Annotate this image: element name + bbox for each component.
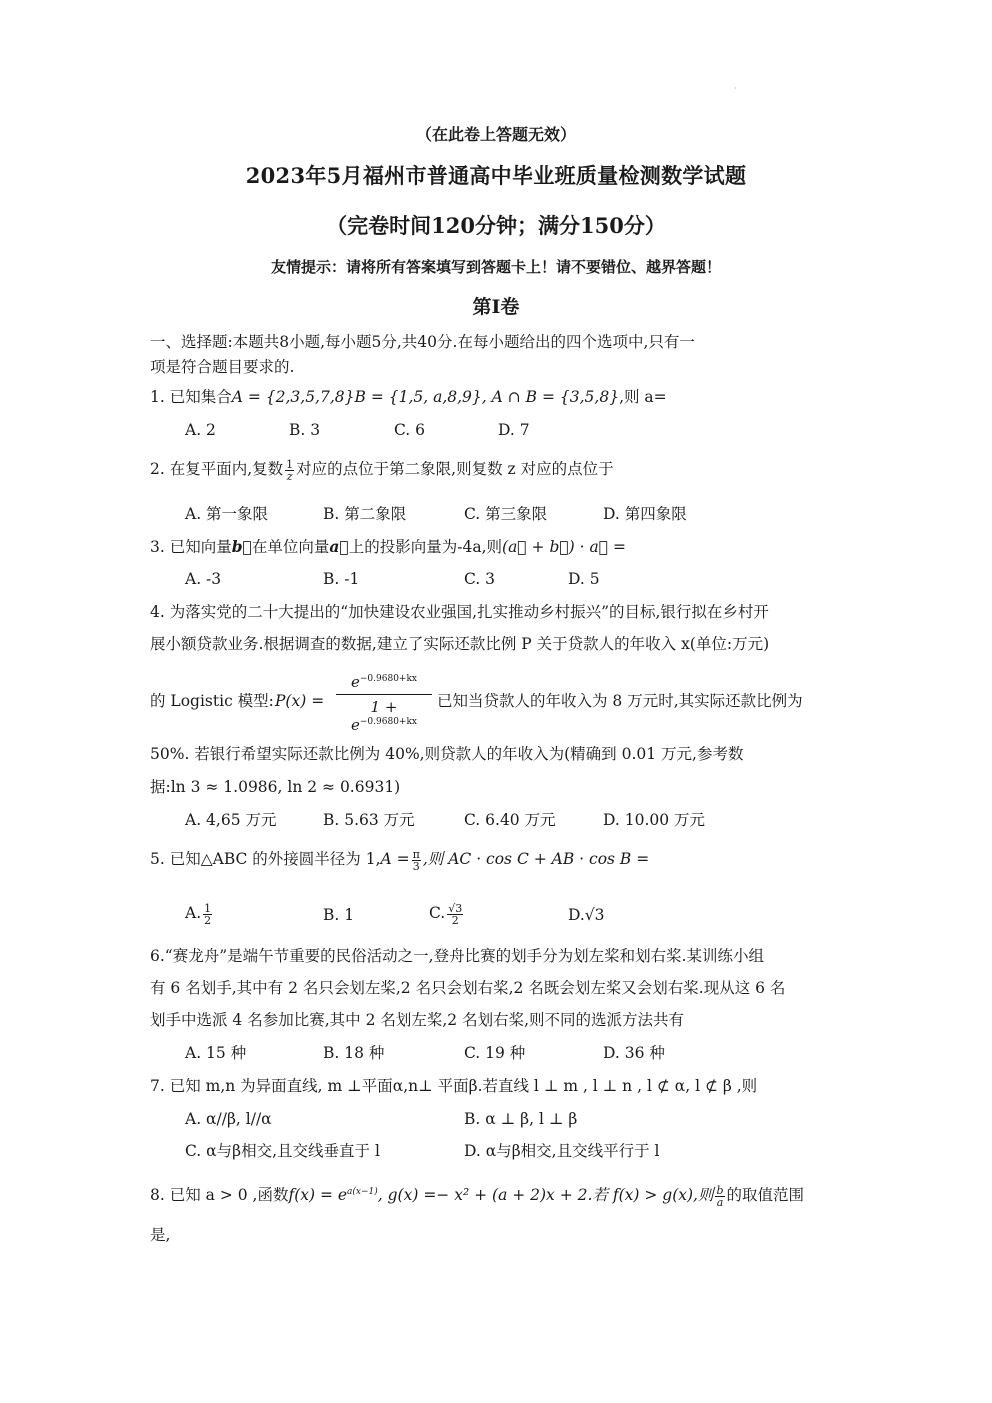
q3-option-c[interactable]: C. 3 (464, 570, 496, 588)
q5-suffix: ,则 AC · cos C + AB · cos B = (422, 850, 650, 868)
q3-vector-a: a⃗ (329, 537, 349, 556)
q4-frac-denominator (336, 695, 432, 734)
q2-option-a[interactable]: A. 第一象限 (185, 505, 269, 523)
q4-option-c[interactable]: C. 6.40 万元 (464, 811, 556, 829)
q5-a-num: 1 (204, 901, 212, 915)
q7-option-c[interactable]: C. α与β相交,且交线垂直于 l (185, 1142, 380, 1160)
q6-option-c[interactable]: C. 19 种 (464, 1044, 526, 1062)
q5-option-d[interactable]: D.√3 (568, 906, 605, 924)
q3-option-a[interactable]: A. -3 (185, 570, 222, 588)
question-4-line1: 4. 为落实党的二十大提出的“加快建设农业强国,扎实推动乡村振兴”的目标,银行拟在乡村开 (150, 603, 769, 621)
q1-option-b[interactable]: B. 3 (289, 421, 321, 439)
q5-pi: π (412, 847, 420, 861)
friendly-tip: 友情提示：请将所有答案填写到答题卡上！请不要错位、越界答题！ (270, 258, 721, 276)
q5-option-c-fraction (447, 903, 463, 926)
q2-suffix: 对应的点位于第二象限,则复数 z 对应的点位于 (296, 460, 614, 478)
q5-c-den: 2 (451, 913, 459, 927)
q7-option-d[interactable]: D. α与β相交,且交线平行于 l (464, 1142, 660, 1160)
q2-option-d[interactable]: D. 第四象限 (603, 505, 687, 523)
q2-option-b[interactable]: B. 第二象限 (323, 505, 407, 523)
q3-option-d[interactable]: D. 5 (568, 570, 600, 588)
exam-note: （在此卷上答题无效） (415, 125, 576, 144)
q2-fraction (285, 459, 294, 482)
q1-intersection: , A ∩ B = {3,5,8} (481, 388, 620, 406)
q4-model-suffix: 已知当贷款人的年收入为 8 万元时,其实际还款比例为 (437, 692, 803, 710)
q4-option-d[interactable]: D. 10.00 万元 (603, 811, 706, 829)
q8-frac-den: a (716, 1195, 724, 1209)
section-instructions-line1: 一、选择题:本题共8小题,每小题5分,共40分.在每小题给出的四个选项中,只有一 (150, 333, 695, 351)
page-title: 2023年5月福州市普通高中毕业班质量检测数学试题 (245, 163, 747, 188)
q3-prefix: 3. 已知向量 (150, 538, 232, 556)
q5-option-a-fraction (203, 903, 212, 926)
q3-expression: (a⃗ + b⃗) · a⃗ = (502, 538, 626, 556)
q3-vector-b: b⃗ (231, 537, 252, 556)
question-6-line1: 6.“赛龙舟”是端午节重要的民俗活动之一,登舟比赛的划手分为划左桨和划右桨.某训练小组 (150, 947, 764, 965)
q3-mid: 在单位向量 (251, 538, 330, 556)
q7-option-a[interactable]: A. α//β, l//α (185, 1110, 272, 1128)
q7-option-b[interactable]: B. α ⊥ β, l ⊥ β (464, 1110, 578, 1128)
q1-option-c[interactable]: C. 6 (394, 421, 426, 439)
question-6-line2: 有 6 名划手,其中有 2 名只会划左桨,2 名只会划右桨,2 名既会划左桨又会划右桨.现从这 6 名 (150, 979, 786, 997)
q5-prefix: 5. 已知△ABC 的外接圆半径为 1, (150, 850, 381, 868)
q2-frac-den: z (286, 469, 293, 483)
exam-subtitle: （完卷时间120分钟；满分150分） (326, 213, 666, 238)
q8-fraction (715, 1185, 724, 1208)
q4-option-a[interactable]: A. 4,65 万元 (185, 811, 277, 829)
q4-model-lhs: P(x) = (275, 692, 325, 710)
question-4-line2: 展小额贷款业务.根据调查的数据,建立了实际还款比例 P 关于贷款人的年收入 x(单位:万元) (150, 635, 770, 653)
q8-g-def: , g(x) =− x² + (a + 2)x + 2 (377, 1186, 588, 1205)
q4-den-exponent: −0.9680+kx (359, 717, 417, 727)
volume-heading: 第Ⅰ卷 (472, 296, 520, 318)
q5-option-a-label: A. (185, 904, 202, 922)
q5-option-a[interactable] (185, 902, 214, 926)
q1-option-d[interactable]: D. 7 (498, 421, 530, 439)
q6-option-b[interactable]: B. 18 种 (323, 1044, 385, 1062)
question-8-stem (150, 1181, 804, 1208)
q2-prefix: 2. 在复平面内,复数 (150, 460, 284, 478)
q6-option-d[interactable]: D. 36 种 (603, 1044, 665, 1062)
q5-angle-a: A = (380, 850, 410, 868)
q3-mid2: 上的投影向量为-4a,则 (348, 538, 503, 556)
question-6-line3: 划手中选派 4 名参加比赛,其中 2 名划左桨,2 名划右桨,则不同的选派方法共有 (150, 1011, 685, 1029)
q2-option-c[interactable]: C. 第三象限 (464, 505, 548, 523)
q5-three: 3 (412, 859, 420, 873)
q2-frac-num: 1 (286, 457, 294, 471)
q1-option-a[interactable]: A. 2 (185, 421, 216, 439)
q5-a-den: 2 (204, 913, 212, 927)
q5-option-b[interactable]: B. 1 (323, 906, 355, 924)
question-3-stem (150, 536, 626, 558)
question-4-line5: 据:ln 3 ≈ 1.0986, ln 2 ≈ 0.6931) (150, 778, 401, 796)
q5-option-c-label: C. (429, 904, 446, 922)
question-1-stem (150, 386, 667, 408)
q8-prefix: 8. 已知 a > 0 ,函数 (150, 1186, 289, 1205)
q4-num-exponent: −0.9680+kx (359, 674, 417, 684)
q6-option-a[interactable]: A. 15 种 (185, 1044, 247, 1062)
q1-set-a: A = {2,3,5,7,8} (231, 388, 355, 406)
q1-set-b: B = {1,5, a,8,9} (354, 388, 482, 406)
q4-logistic-fraction (336, 673, 432, 734)
q4-model-prefix: 的 Logistic 模型: (150, 692, 274, 710)
q8-f-def: f(x) = e (288, 1186, 348, 1205)
question-7-stem: 7. 已知 m,n 为异面直线, m ⊥平面α,n⊥ 平面β.若直线 l ⊥ m , l ⊥ n , l ⊄ α, l ⊄ β ,则 (150, 1077, 758, 1095)
q5-c-num: √3 (448, 901, 463, 915)
q5-pi-over-3 (412, 849, 421, 872)
q3-option-b[interactable]: B. -1 (323, 570, 360, 588)
q4-num-base: e (351, 673, 360, 691)
q8-condition: .若 f(x) > g(x),则 (587, 1186, 714, 1205)
question-8-line2: 是, (150, 1226, 171, 1244)
question-2-stem (150, 458, 614, 482)
q1-suffix: ,则 a= (619, 388, 667, 406)
q1-prefix: 1. 已知集合 (150, 388, 232, 406)
scan-mark: · (734, 84, 737, 93)
question-4-line4: 50%. 若银行希望实际还款比例为 40%,则贷款人的年收入为(精确到 0.01 万元,参考数 (150, 745, 744, 763)
q5-option-c[interactable] (429, 902, 465, 926)
q4-frac-numerator (336, 673, 432, 695)
q8-suffix: 的取值范围 (726, 1186, 805, 1205)
q4-option-b[interactable]: B. 5.63 万元 (323, 811, 415, 829)
q8-f-exponent: a(x−1) (347, 1187, 378, 1197)
q4-den-base: 1 + e (351, 698, 398, 734)
section-instructions-line2: 项是符合题目要求的. (150, 358, 295, 376)
question-5-stem (150, 848, 649, 872)
q8-frac-num: b (716, 1183, 724, 1197)
